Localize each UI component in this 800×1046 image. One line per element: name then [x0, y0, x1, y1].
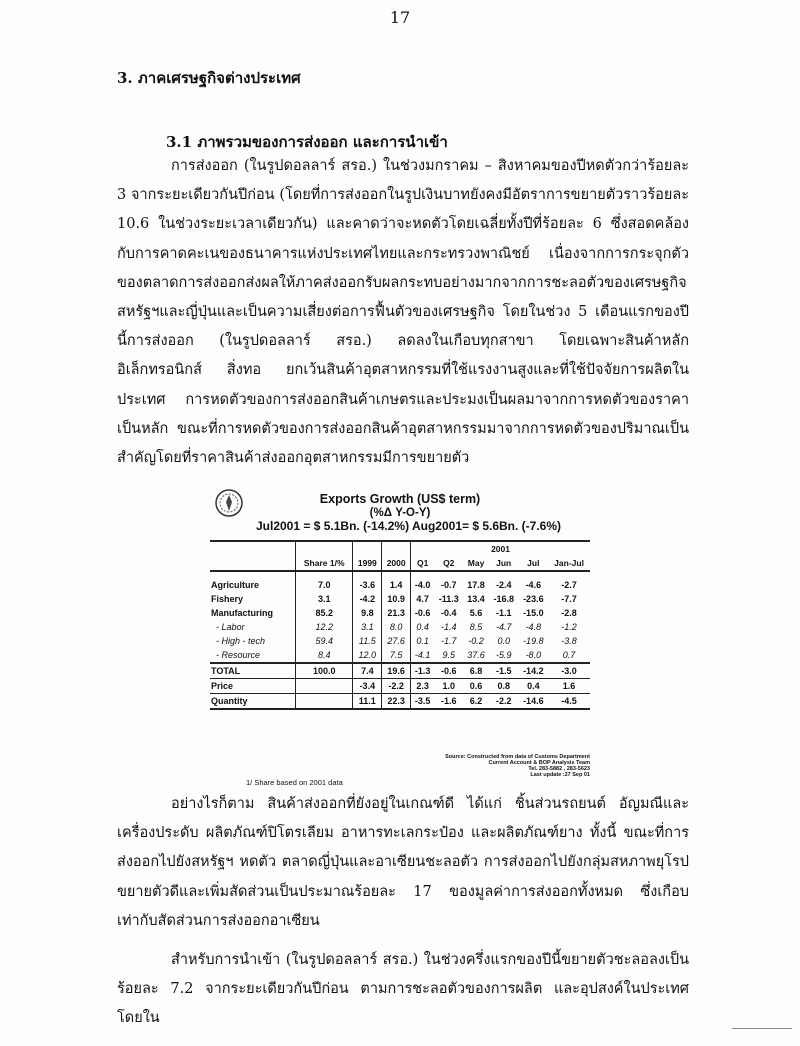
table-cell: -2.2 — [382, 679, 411, 694]
table-cell: -0.2 — [468, 636, 484, 646]
table-cell: -4.6 — [525, 580, 542, 590]
table-cell: 7.4 — [353, 663, 382, 679]
figure-footnote: 1/ Share based on 2001 data — [246, 778, 343, 787]
table-row — [210, 679, 590, 694]
table-cell: 10.9 — [382, 592, 411, 606]
column-header: May — [463, 556, 489, 571]
table-cell: -0.6 — [411, 606, 435, 620]
table-cell: -1.6 — [434, 694, 463, 710]
table-cell: 1.4 — [382, 578, 411, 592]
figure-unit: (%Δ Y-O-Y) — [369, 507, 431, 519]
table-cell: 11.1 — [353, 694, 382, 710]
table-cell: -4.1 — [411, 648, 435, 663]
row-label: Agriculture — [211, 580, 260, 590]
table-cell: 21.3 — [382, 606, 411, 620]
column-header: Jan-Jul — [548, 556, 590, 571]
table-cell: -8.0 — [525, 650, 542, 660]
table-cell: 13.4 — [467, 594, 485, 604]
table-cell: -0.4 — [440, 608, 457, 618]
table-cell: -2.4 — [495, 580, 512, 590]
table-cell: 5.6 — [469, 608, 483, 618]
table-row — [210, 648, 590, 663]
table-cell: 59.4 — [296, 634, 353, 648]
source-line: Tel. 283-5882 , 283-5623 — [528, 766, 590, 772]
row-label: - Resource — [216, 650, 261, 660]
column-header: Q2 — [434, 556, 463, 571]
table-cell: -1.4 — [440, 622, 457, 632]
table-cell: 37.6 — [467, 650, 485, 660]
section-heading: 3. ภาคเศรษฐกิจต่างประเทศ — [117, 69, 301, 87]
row-label: Manufacturing — [211, 608, 273, 618]
table-row — [210, 620, 590, 634]
sub-heading: 3.1 ภาพรวมของการส่งออก และการนำเข้า — [166, 133, 448, 151]
table-cell: -11.3 — [438, 594, 459, 604]
year-group-header: 2001 — [411, 541, 590, 556]
table-cell: 0.7 — [562, 650, 576, 660]
row-label: - Labor — [216, 622, 245, 632]
table-cell: -14.6 — [519, 694, 549, 710]
table-cell: 12.0 — [353, 648, 382, 663]
table-cell: 0.8 — [489, 679, 519, 694]
paragraph-text: สำหรับการนำเข้า (ในรูปดอลลาร์ สรอ.) ในช่วงครึ่งแรกของปีนี้ขยายตัวชะลอลงเป็นร้อยละ 7.2 จากระยะเดียวกันปีก่อน ตามการชะลอตัวของการผลิต และอุปสงค์ในประเทศ โดยใน — [117, 952, 689, 1027]
table-row — [210, 694, 590, 710]
table-cell: -2.2 — [489, 694, 519, 710]
figure-title: Exports Growth (US$ term) — [319, 492, 481, 506]
table-cell: 3.1 — [296, 592, 353, 606]
row-label: Fishery — [211, 594, 244, 604]
table-cell: -1.7 — [440, 636, 457, 646]
table-cell — [296, 694, 353, 710]
row-label: Quantity — [210, 694, 296, 710]
table-cell: -2.8 — [561, 608, 577, 618]
table-cell: 85.2 — [296, 606, 353, 620]
column-header: Share 1/% — [296, 556, 353, 571]
paragraph-exports — [117, 152, 689, 473]
exports-growth-table — [210, 540, 590, 710]
table-cell: -14.2 — [519, 663, 549, 679]
table-cell — [296, 679, 353, 694]
table-cell: 1.0 — [434, 679, 463, 694]
column-header: Q1 — [411, 556, 435, 571]
figure-subtitle: Jul2001 = $ 5.1Bn. (-14.2%) Aug2001= $ 5.6Bn. (-7.6%) — [256, 519, 562, 533]
column-header: Jun — [489, 556, 519, 571]
table-cell: 0.4 — [411, 620, 435, 634]
table-cell: -16.8 — [493, 594, 514, 604]
table-cell: 1.6 — [548, 679, 590, 694]
table-header-row — [210, 556, 590, 571]
column-header: 2000 — [382, 556, 411, 571]
table-cell: 22.3 — [382, 694, 411, 710]
table-cell: 0.0 — [497, 636, 510, 646]
table-cell: -4.7 — [495, 622, 512, 632]
table-cell: 8.5 — [469, 622, 483, 632]
table-cell: 12.2 — [296, 620, 353, 634]
table-cell: -4.8 — [525, 622, 542, 632]
table-cell: -2.7 — [561, 580, 577, 590]
source-line: Last update :27 Sep 01 — [530, 772, 590, 778]
exports-growth-figure — [210, 488, 590, 793]
table-cell: 8.0 — [382, 620, 411, 634]
table-cell: 27.6 — [382, 634, 411, 648]
page-number: 17 — [389, 8, 411, 27]
table-cell: 6.2 — [463, 694, 489, 710]
row-label: Price — [210, 679, 296, 694]
paragraph-exports-markets — [117, 790, 689, 936]
table-cell: 9.8 — [353, 606, 382, 620]
table-cell: 17.8 — [467, 580, 485, 590]
table-row-total — [210, 663, 590, 679]
table-cell: 2.3 — [411, 679, 435, 694]
table-cell: -3.6 — [353, 578, 382, 592]
table-cell: -3.8 — [561, 636, 577, 646]
table-cell: -3.5 — [411, 694, 435, 710]
row-label: TOTAL — [210, 663, 296, 679]
table-cell: -3.0 — [548, 663, 590, 679]
table-cell: 6.8 — [463, 663, 489, 679]
paragraph-text: อย่างไรก็ตาม สินค้าส่งออกที่ยังอยู่ในเกณฑ์ดี ได้แก่ ชิ้นส่วนรถยนต์ อัญมณีและเครื่องประดับ ผลิตภัณฑ์ปิโตรเลียม อาหารทะเลกระป๋อง และผลิตภัณฑ์ยาง ทั้งนี้ ขณะที่การส่งออกไปยังสหรัฐฯ หดตัว ตลาดญี่ปุ่นและอาเซียนชะลอตัว การส่งออกไปยังกลุ่มสหภาพยุโรปขยายตัวดีและเพิ่มสัดส่วนเป็นประมาณร้อยละ 17 ของมูลค่าการส่งออกทั้งหมด ซึ่งเกือบเท่ากับสัดส่วนการส่งออกอาเซียน — [117, 796, 689, 929]
table-cell: 3.1 — [353, 620, 382, 634]
paragraph-text: การส่งออก (ในรูปดอลลาร์ สรอ.) ในช่วงมกราคม – สิงหาคมของปีหดตัวกว่าร้อยละ 3 จากระยะเดียวกันปีก่อน (โดยที่การส่งออกในรูปเงินบาทยังคงมีอัตราการขยายตัวราวร้อยละ 10.6 ในช่วงระยะเวลาเดียวกัน) และคาดว่าจะหดตัวโดยเฉลี่ยทั้งปีที่ร้อยละ 6 ซึ่งสอดคล้องกับการคาดคะเนของธนาคารแห่งประเทศไทยและกระทรวงพาณิชย์ เนื่องจากการกระจุกตัวของตลาดการส่งออกส่งผลให้ภาคส่งออกรับผลกระทบอย่างมากจากการชะลอตัวของเศรษฐกิจสหรัฐฯและญี่ปุ่นและเป็นความเสี่ยงต่อการฟื้นตัวของเศรษฐกิจ โดยในช่วง 5 เดือนแรกของปีนี้การส่งออก (ในรูปดอลลาร์ สรอ.) ลดลงในเกือบทุกสาขา โดยเฉพาะสินค้าหลัก อิเล็กทรอนิกส์ สิ่งทอ ยกเว้นสินค้าอุตสาหกรรมที่ใช้แรงงานสูงและที่ใช้ปัจจัยการผลิตในประเทศ การหดตัวของการส่งออกสินค้าเกษตรและประมงเป็นผลมาจากการหดตัวของราคาเป็นหลัก ขณะที่การหดตัวของการส่งออกสินค้าอุตสาหกรรมมาจากการหดตัวของปริมาณเป็นสำคัญโดยที่ราคาสินค้าส่งออกอุตสาหกรรมมีการขยายตัว — [117, 158, 689, 467]
table-row — [210, 606, 590, 620]
table-cell: -1.3 — [411, 663, 435, 679]
table-cell: -5.9 — [495, 650, 512, 660]
table-cell: 7.5 — [382, 648, 411, 663]
table-cell: -3.4 — [353, 679, 382, 694]
table-cell: 11.5 — [353, 634, 382, 648]
table-header-row — [210, 541, 590, 556]
table-cell: -0.6 — [434, 663, 463, 679]
table-cell: -1.2 — [561, 622, 577, 632]
table-cell: -15.0 — [523, 608, 544, 618]
table-cell: -1.1 — [495, 608, 512, 618]
table-cell: 7.0 — [296, 578, 353, 592]
table-cell: 19.6 — [382, 663, 411, 679]
table-row — [210, 592, 590, 606]
table-row — [210, 634, 590, 648]
table-cell: -1.5 — [489, 663, 519, 679]
paragraph-imports — [117, 946, 689, 1034]
table-cell: -19.8 — [523, 636, 544, 646]
table-cell: 9.5 — [442, 650, 455, 660]
table-cell: -4.0 — [411, 578, 435, 592]
table-cell: -4.5 — [548, 694, 590, 710]
row-label: - High - tech — [216, 636, 266, 646]
table-cell: 4.7 — [411, 592, 435, 606]
table-cell: -0.7 — [440, 580, 457, 590]
table-cell: 100.0 — [296, 663, 353, 679]
table-cell: -4.2 — [353, 592, 382, 606]
table-cell: -7.7 — [561, 594, 577, 604]
table-cell: 0.1 — [411, 634, 435, 648]
table-cell: 0.4 — [519, 679, 549, 694]
column-header: 1999 — [353, 556, 382, 571]
source-line: Source: Constructed from data of Customs Department — [445, 754, 590, 760]
source-line: Current Account & BOP Analysis Team — [488, 760, 590, 766]
table-cell: 8.4 — [296, 648, 353, 663]
divider — [732, 1028, 792, 1029]
figure-source — [390, 754, 590, 778]
table-cell: -23.6 — [523, 594, 544, 604]
column-header: Jul — [519, 556, 549, 571]
table-row — [210, 578, 590, 592]
table-cell: 0.6 — [463, 679, 489, 694]
